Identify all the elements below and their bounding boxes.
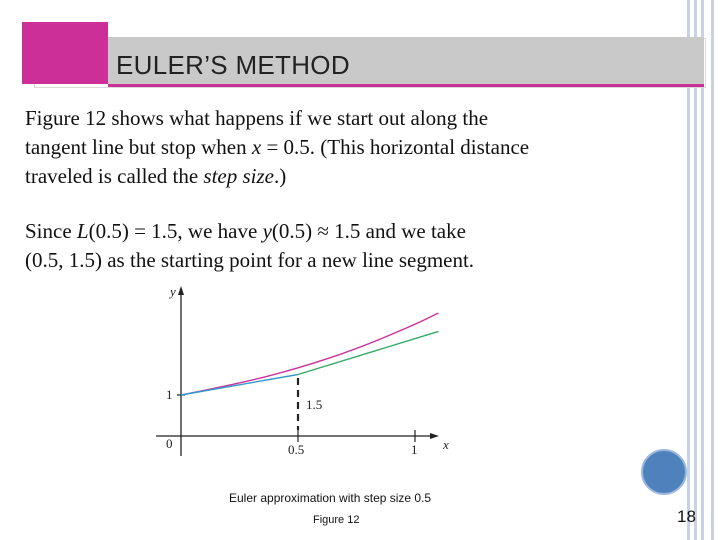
emphasis-step-size: step size bbox=[203, 164, 274, 188]
slide-title: EULER’S METHOD bbox=[116, 50, 350, 80]
text: .) bbox=[274, 164, 287, 188]
origin-label: 0 bbox=[166, 436, 173, 451]
segment-label: 1.5 bbox=[306, 397, 323, 412]
x-axis-label: x bbox=[443, 437, 449, 452]
y-tick-label-1: 1 bbox=[166, 387, 173, 402]
exact-solution-curve bbox=[181, 313, 438, 395]
text: Since bbox=[25, 219, 77, 243]
variable-L: L bbox=[76, 219, 89, 243]
text: traveled is called the bbox=[25, 164, 204, 188]
x-tick-label-1: 1 bbox=[411, 442, 418, 457]
text: tangent line but stop when bbox=[25, 135, 252, 159]
y-axis-arrow bbox=[178, 286, 184, 295]
text: (0.5, 1.5) as the starting point for a new line segment. bbox=[25, 248, 475, 272]
text: Figure 12 shows what happens if we start out along the bbox=[25, 106, 489, 130]
text: (0.5) ≈ 1.5 and we take bbox=[271, 219, 466, 243]
variable-y: y bbox=[262, 219, 272, 243]
page-number: 18 bbox=[677, 507, 696, 526]
figure-caption: Euler approximation with step size 0.5 bbox=[229, 491, 432, 505]
text: = 0.5. (This horizontal distance bbox=[261, 135, 530, 159]
y-axis-label: y bbox=[170, 284, 176, 299]
figure-label: Figure 12 bbox=[313, 514, 360, 526]
variable-x: x bbox=[251, 135, 262, 159]
euler-segment-2 bbox=[298, 331, 438, 374]
x-tick-label-half: 0.5 bbox=[288, 442, 305, 457]
x-axis-arrow bbox=[430, 433, 439, 439]
decorative-circle bbox=[641, 449, 687, 495]
euler-segment-1 bbox=[181, 375, 298, 396]
text: (0.5) = 1.5, we have bbox=[88, 219, 263, 243]
